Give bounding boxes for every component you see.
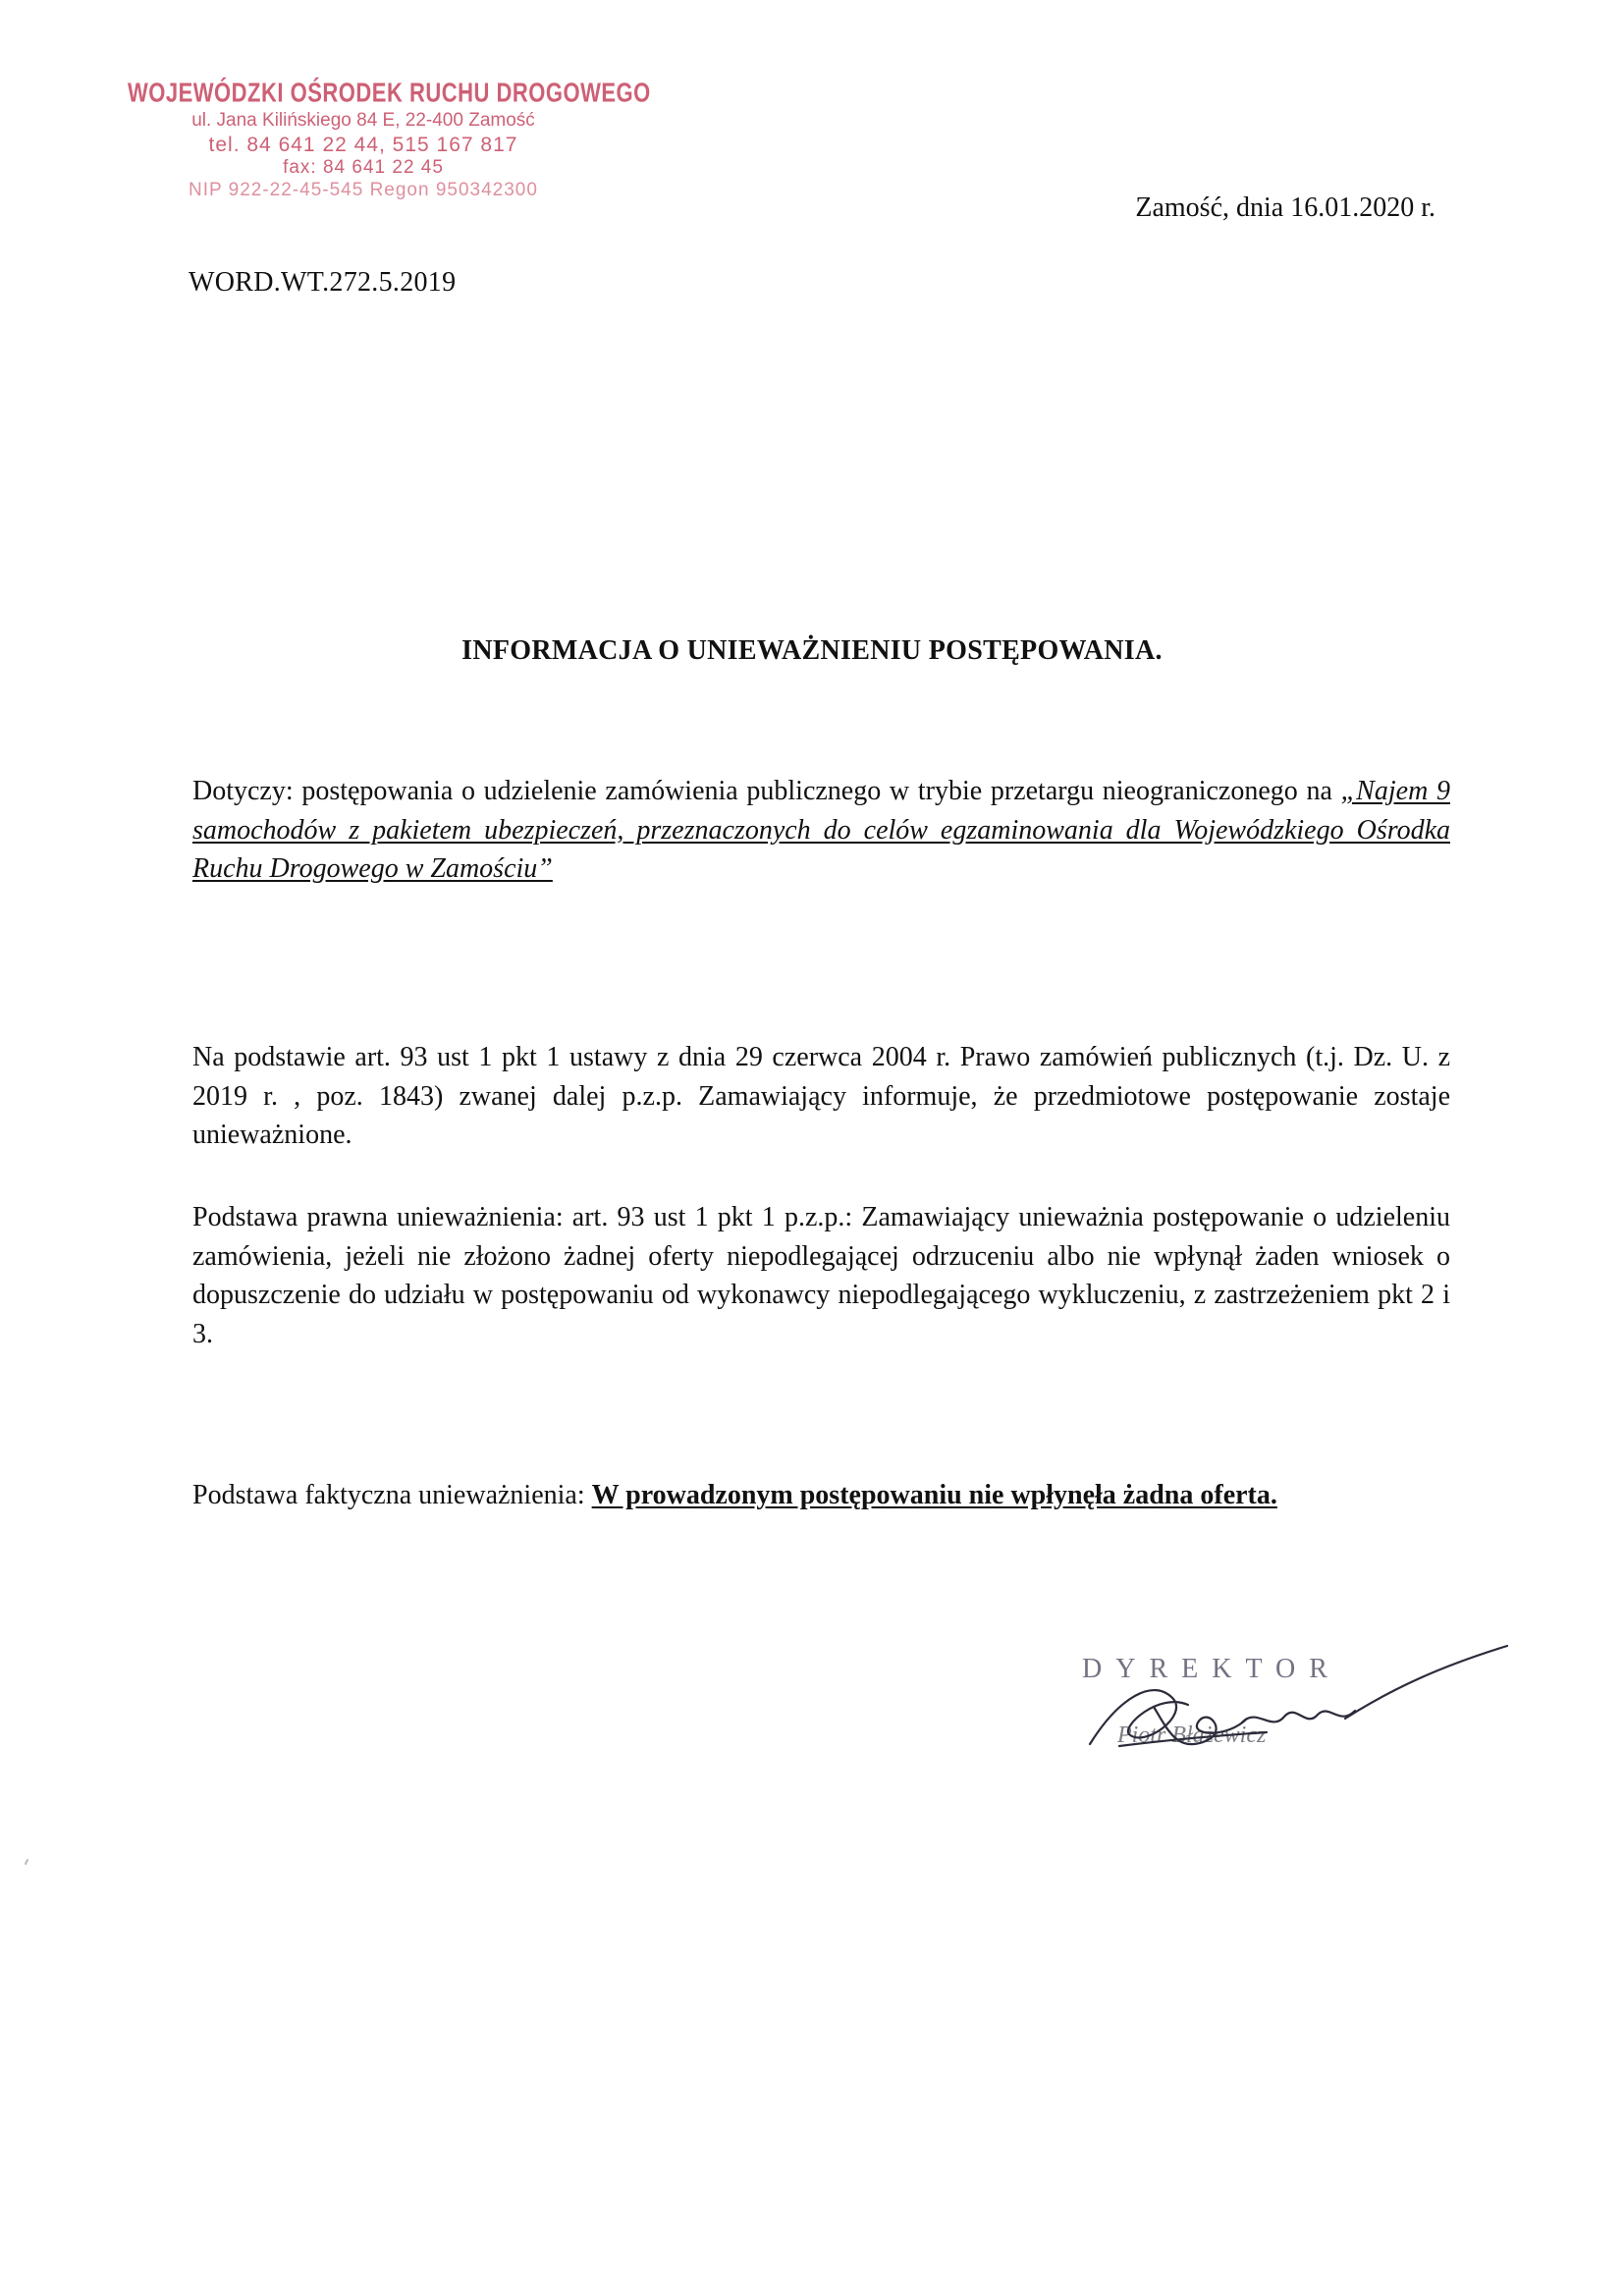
signature-title: DYREKTOR: [1082, 1654, 1341, 1684]
subject-intro: Dotyczy: postępowania o udzielenie zamówienia publicznego w trybie przetargu nieograniczonego na: [192, 776, 1341, 806]
stamp-institution-name: WOJEWÓDZKI OŚRODEK RUCHU DROGOWEGO: [128, 77, 651, 108]
scan-speck: [25, 1859, 28, 1865]
stamp-fax: fax: 84 641 22 45: [283, 157, 444, 179]
reference-number: WORD.WT.272.5.2019: [189, 267, 457, 298]
stamp-nip-regon: NIP 922-22-45-545 Regon 950342300: [189, 180, 538, 201]
legal-basis-paragraph: Podstawa prawna unieważnienia: art. 93 ust 1 pkt 1 p.z.p.: Zamawiający unieważnia postępowanie o udzieleniu zamówienia, jeżeli nie złożono żadnej oferty niepodlegającej odrzuceniu albo nie wpłynął żaden wniosek o dopuszczenie do udziału w postępowaniu od wykonawcy niepodlegającego wykluczeniu, z zastrzeżeniem pkt 2 i 3.: [192, 1202, 1450, 1349]
decision-paragraph: Na podstawie art. 93 ust 1 pkt 1 ustawy z dnia 29 czerwca 2004 r. Prawo zamówień publicznych (t.j. Dz. U. z 2019 r. , poz. 1843) zwanej dalej p.z.p. Zamawiający informuje, że przedmiotowe postępowanie zostaje unieważnione.: [192, 1042, 1450, 1150]
stamp-phone: tel. 84 641 22 44, 515 167 817: [208, 134, 518, 157]
signature-block: [1060, 1638, 1512, 1785]
signature-name: Piotr Błażewicz: [1117, 1722, 1267, 1748]
factual-basis-value: W prowadzonym postępowaniu nie wpłynęła żadna oferta.: [591, 1480, 1277, 1510]
handwritten-signature: [1060, 1638, 1512, 1785]
factual-basis-label: Podstawa faktyczna unieważnienia:: [192, 1480, 592, 1510]
procurement-subject: „Najem 9 samochodów z pakietem ubezpieczeń, przeznaczonych do celów egzaminowania dla Wojewódzkiego Ośrodka Ruchu Drogowego w Zamościu”: [192, 776, 1450, 884]
stamp-address: ul. Jana Kilińskiego 84 E, 22-400 Zamość: [191, 110, 535, 132]
date-line: Zamość, dnia 16.01.2020 r.: [1135, 192, 1435, 223]
document-title: INFORMACJA O UNIEWAŻNIENIU POSTĘPOWANIA.: [461, 635, 1163, 666]
factual-basis-paragraph: [192, 1476, 1450, 1515]
institution-stamp: [128, 77, 651, 202]
subject-paragraph: [192, 772, 1450, 889]
